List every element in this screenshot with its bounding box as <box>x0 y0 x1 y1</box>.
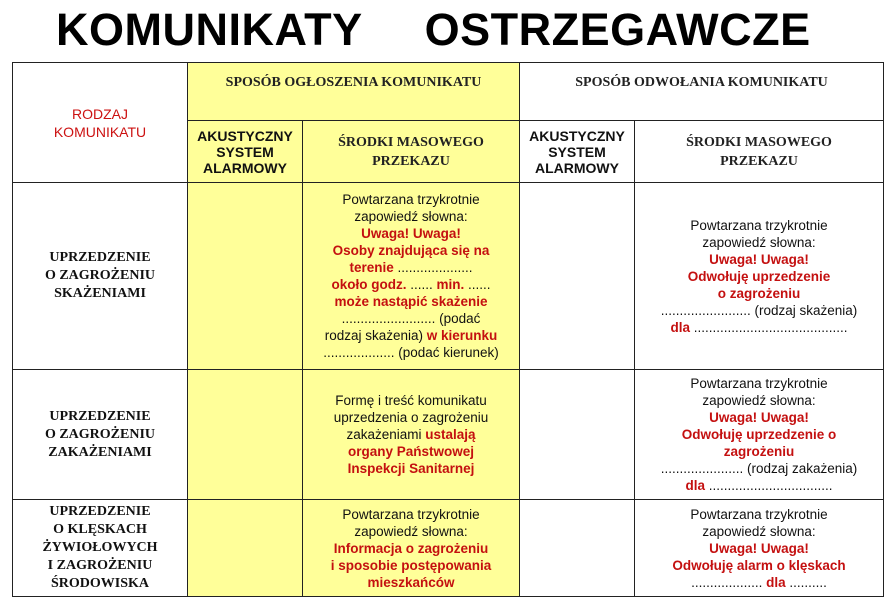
message-line <box>303 506 519 523</box>
header-rodzaj-komunikatu <box>13 63 188 183</box>
message-text: ................................. <box>705 478 833 493</box>
table-row <box>13 370 884 500</box>
message-line <box>635 251 883 268</box>
message-text: zakażeniami <box>346 427 426 442</box>
cell-announce-skazenia <box>303 183 520 370</box>
subheader-line: PRZEKAZU <box>372 153 450 169</box>
message-line <box>635 375 883 392</box>
message-line <box>635 477 883 494</box>
message-text: ................... (podać kierunek) <box>323 345 499 360</box>
subheader-line: AKUSTYCZNY <box>529 127 625 144</box>
row-label-skazenia <box>13 183 188 370</box>
cell-akustyczny-ogloszenie <box>188 183 303 370</box>
message-text: ................... <box>691 574 767 590</box>
subheader-line: ŚRODKI MASOWEGO <box>686 134 832 150</box>
message-text-emphasis: Osoby znajdująca się na <box>332 243 490 258</box>
row-label-line: O ZAGROŻENIU <box>44 426 156 442</box>
message-line <box>635 392 883 409</box>
message-line <box>303 310 519 327</box>
message-line <box>303 460 519 477</box>
message-text-emphasis: ustalają <box>425 427 476 442</box>
title-part-1: KOMUNIKATY <box>56 4 363 55</box>
page-title <box>56 4 856 56</box>
subheader-akustyczny-odwolanie <box>520 121 635 183</box>
message-text: .................... <box>393 260 473 275</box>
message-line <box>303 557 519 574</box>
message-line <box>303 409 519 426</box>
message-text: uprzedzenia o zagrożeniu <box>333 410 489 425</box>
subheader-line: ALARMOWY <box>203 159 287 176</box>
row-label-line: ŚRODOWISKA <box>50 576 150 591</box>
row-label-line: ZAKAŻENIAMI <box>48 444 152 460</box>
message-text-emphasis: zagrożeniu <box>723 444 795 459</box>
table-row <box>13 183 884 370</box>
row-label-kleski <box>13 500 188 597</box>
table-row <box>13 500 884 597</box>
message-text: Powtarzana trzykrotnie <box>342 506 480 522</box>
message-line <box>303 225 519 242</box>
subheader-srodki-odwolanie <box>635 121 884 183</box>
message-text: Powtarzana trzykrotnie <box>690 217 828 233</box>
cell-cancel-skazenia <box>635 183 884 370</box>
message-text-emphasis: dla <box>685 478 705 493</box>
subheader-line: SYSTEM <box>548 143 606 160</box>
message-line <box>303 327 519 344</box>
row-label-zakazenia <box>13 370 188 500</box>
message-text: Powtarzana trzykrotnie <box>342 192 480 207</box>
cell-akustyczny-ogloszenie <box>188 370 303 500</box>
cell-cancel-kleski <box>635 500 884 597</box>
subheader-srodki-ogloszenie <box>303 121 520 183</box>
message-text-emphasis: Inspekcji Sanitarnej <box>347 461 475 476</box>
header-rodzaj-line: RODZAJ <box>72 105 128 122</box>
message-line <box>635 268 883 285</box>
message-line <box>303 443 519 460</box>
message-text-emphasis: w kierunku <box>426 328 498 343</box>
row-label-line: I ZAGROŻENIU <box>47 558 153 573</box>
message-text-emphasis: Uwaga! Uwaga! <box>361 226 461 241</box>
cell-cancel-zakazenia <box>635 370 884 500</box>
message-text: ......................................... <box>690 319 848 335</box>
subheader-line: AKUSTYCZNY <box>197 127 293 144</box>
message-text-emphasis: może nastąpić skażenie <box>334 294 488 309</box>
warning-messages-table <box>12 62 884 597</box>
cell-announce-kleski <box>303 500 520 597</box>
message-line <box>303 392 519 409</box>
row-label-line: O ZAGROŻENIU <box>44 268 156 283</box>
message-text-emphasis: o zagrożeniu <box>717 285 801 301</box>
message-line <box>303 242 519 259</box>
message-text: zapowiedź słowna: <box>702 393 816 408</box>
message-text: ...... <box>406 277 437 292</box>
message-text-emphasis: Odwołuję uprzedzenie <box>687 268 831 284</box>
message-line <box>635 443 883 460</box>
message-text-emphasis: dla <box>670 319 690 335</box>
message-line <box>303 574 519 591</box>
message-line <box>303 344 519 361</box>
message-text: ...................... (rodzaj zakażenia) <box>660 461 858 476</box>
message-text: Powtarzana trzykrotnie <box>690 506 828 522</box>
message-text-emphasis: organy Państwowej <box>347 444 475 459</box>
subheader-line: PRZEKAZU <box>720 153 798 169</box>
header-rodzaj-line: KOMUNIKATU <box>53 123 147 140</box>
message-line <box>303 540 519 557</box>
message-text: ......................... (podać <box>341 311 481 326</box>
header-sposob-ogloszenia: SPOSÓB OGŁOSZENIA KOMUNIKATU <box>188 63 520 121</box>
message-text: zapowiedź słowna: <box>354 209 468 224</box>
cell-akustyczny-odwolanie <box>520 370 635 500</box>
title-part-2: OSTRZEGAWCZE <box>424 4 811 55</box>
subheader-akustyczny-ogloszenie <box>188 121 303 183</box>
message-text: zapowiedź słowna: <box>702 234 816 250</box>
message-line <box>635 426 883 443</box>
row-label-line: SKAŻENIAMI <box>54 286 146 301</box>
row-label-line: UPRZEDZENIE <box>49 250 151 265</box>
message-text-emphasis: Uwaga! Uwaga! <box>709 410 809 425</box>
message-text-emphasis: dla <box>766 574 786 590</box>
row-label-line: O KLĘSKACH <box>53 522 147 537</box>
message-text: ...... <box>464 277 491 292</box>
message-line <box>303 293 519 310</box>
message-line <box>635 409 883 426</box>
message-text: Powtarzana trzykrotnie <box>690 376 828 391</box>
message-text: ........................ (rodzaj skażenia) <box>660 302 858 318</box>
message-line <box>303 259 519 276</box>
row-label-line: UPRZEDZENIE <box>49 504 151 519</box>
row-label-line: UPRZEDZENIE <box>49 408 151 424</box>
message-line <box>303 523 519 540</box>
message-text-emphasis: i sposobie postępowania <box>330 557 492 573</box>
message-text: zapowiedź słowna: <box>354 523 468 539</box>
cell-akustyczny-odwolanie <box>520 183 635 370</box>
message-line <box>303 208 519 225</box>
message-line <box>635 460 883 477</box>
subheader-line: ŚRODKI MASOWEGO <box>338 134 484 150</box>
message-text: rodzaj skażenia) <box>324 328 427 343</box>
subheader-line: SYSTEM <box>216 143 274 160</box>
header-sposob-odwolania: SPOSÓB ODWOŁANIA KOMUNIKATU <box>520 63 884 121</box>
message-text: .......... <box>785 574 827 590</box>
message-line <box>635 557 883 574</box>
message-text-emphasis: Odwołuję alarm o klęskach <box>672 557 846 573</box>
message-line <box>635 506 883 523</box>
message-text-emphasis: Uwaga! Uwaga! <box>709 251 809 267</box>
cell-akustyczny-ogloszenie <box>188 500 303 597</box>
message-text: Formę i treść komunikatu <box>335 393 487 408</box>
message-text-emphasis: min. <box>436 277 465 292</box>
subheader-line: ALARMOWY <box>535 159 619 176</box>
row-label-line: ŻYWIOŁOWYCH <box>42 540 158 555</box>
message-text: zapowiedź słowna: <box>702 523 816 539</box>
message-text-emphasis: Uwaga! Uwaga! <box>709 540 809 556</box>
message-line <box>635 319 883 336</box>
message-line <box>635 574 883 591</box>
message-line <box>303 276 519 293</box>
message-text-emphasis: mieszkańców <box>367 574 455 590</box>
message-line <box>635 523 883 540</box>
message-line <box>635 285 883 302</box>
message-text-emphasis: Informacja o zagrożeniu <box>333 540 489 556</box>
message-text-emphasis: Odwołuję uprzedzenie o <box>681 427 837 442</box>
message-line <box>635 302 883 319</box>
message-line <box>635 217 883 234</box>
message-line <box>635 234 883 251</box>
message-text-emphasis: około godz. <box>331 277 407 292</box>
message-line <box>303 426 519 443</box>
message-line <box>635 540 883 557</box>
message-line <box>303 191 519 208</box>
cell-akustyczny-odwolanie <box>520 500 635 597</box>
message-text-emphasis: terenie <box>349 260 394 275</box>
cell-announce-zakazenia <box>303 370 520 500</box>
